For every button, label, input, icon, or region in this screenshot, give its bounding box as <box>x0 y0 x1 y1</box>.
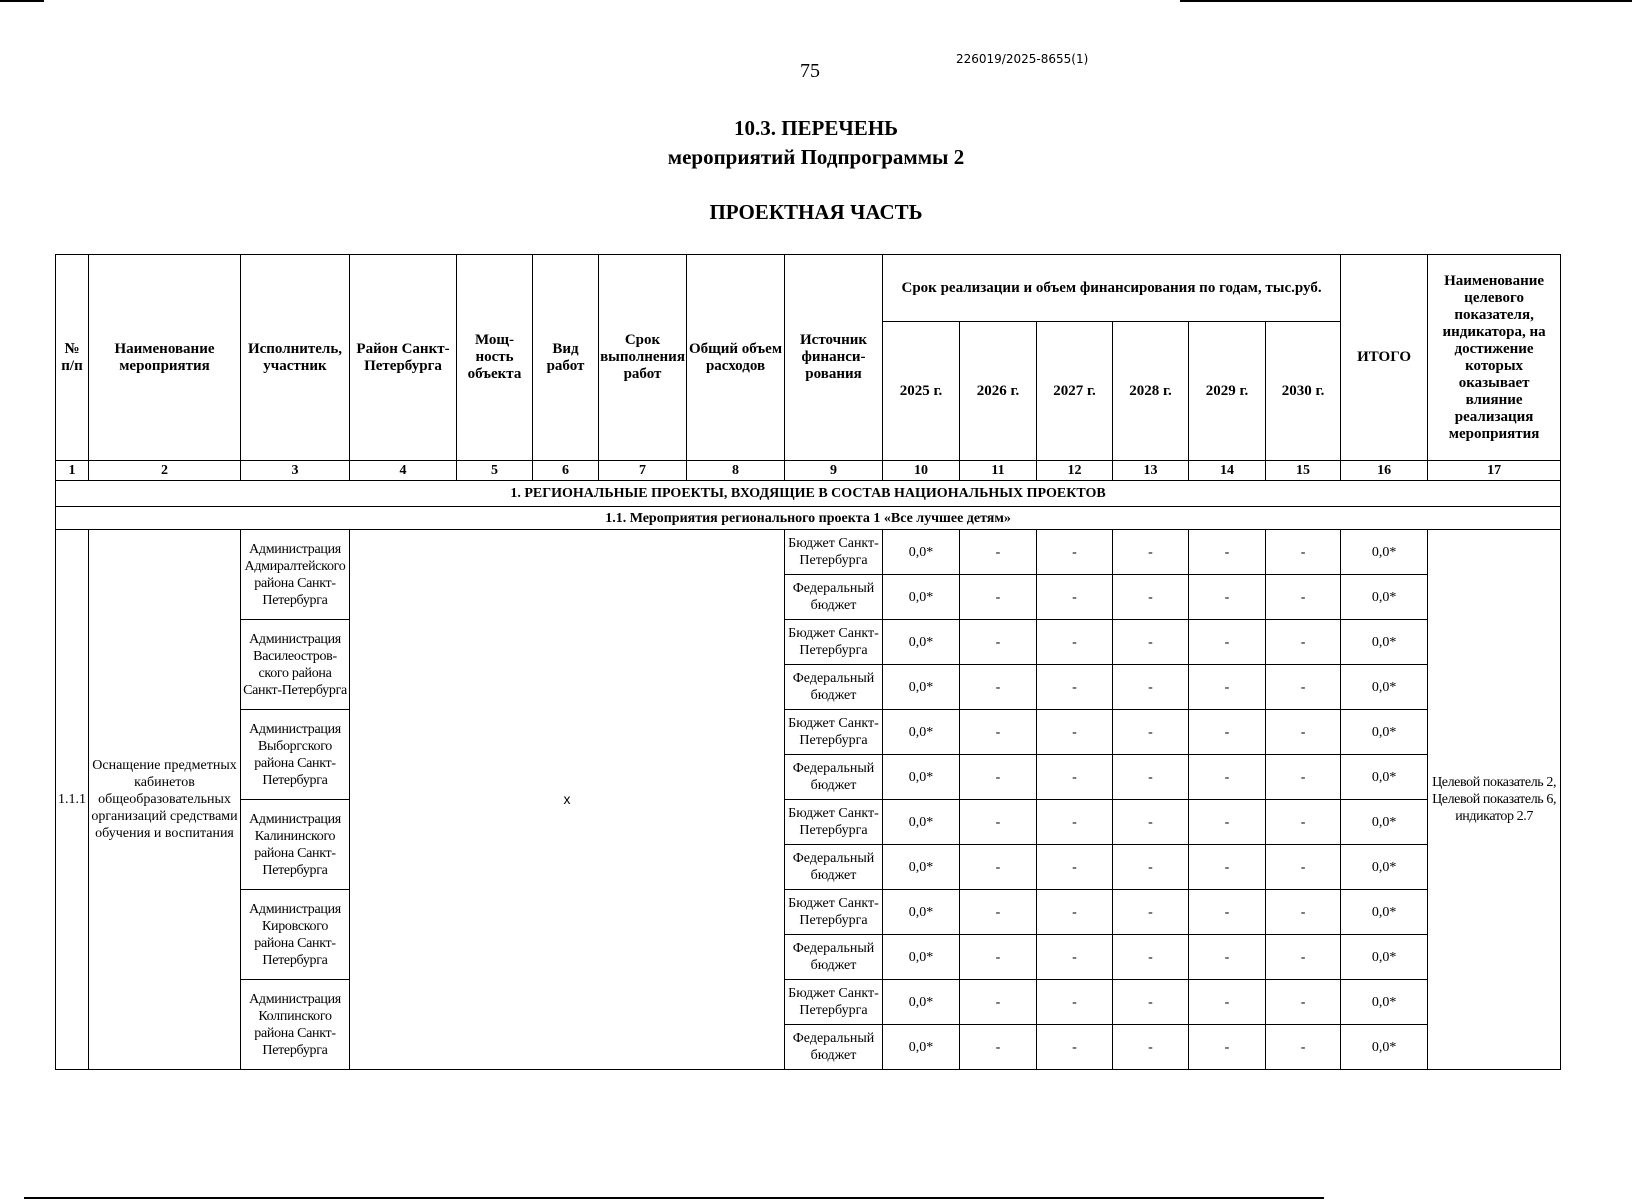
value-total: 0,0* <box>1341 530 1428 575</box>
value-total: 0,0* <box>1341 710 1428 755</box>
value-empty: - <box>960 710 1037 755</box>
col-header-total-cost: Общий объем расходов <box>687 255 785 461</box>
table-row <box>56 620 1561 665</box>
value-total: 0,0* <box>1341 665 1428 710</box>
value-empty: - <box>1037 890 1113 935</box>
subsection-row <box>56 507 1561 530</box>
value-empty: - <box>1266 1025 1341 1070</box>
value-total: 0,0* <box>1341 1025 1428 1070</box>
source-cell: Бюджет Санкт-Петербурга <box>785 800 883 845</box>
value-total: 0,0* <box>1341 935 1428 980</box>
column-number: 15 <box>1266 461 1341 481</box>
value-empty: - <box>1266 980 1341 1025</box>
table-row <box>56 710 1561 755</box>
column-number: 5 <box>457 461 533 481</box>
value-2025: 0,0* <box>883 800 960 845</box>
column-number: 1 <box>56 461 89 481</box>
value-empty: - <box>1189 755 1266 800</box>
top-border-right <box>1180 0 1632 2</box>
value-total: 0,0* <box>1341 800 1428 845</box>
column-number: 3 <box>241 461 350 481</box>
column-number: 4 <box>350 461 457 481</box>
value-empty: - <box>1113 530 1189 575</box>
value-empty: - <box>960 1025 1037 1070</box>
page-number: 75 <box>800 60 820 82</box>
value-empty: - <box>1113 575 1189 620</box>
value-empty: - <box>960 800 1037 845</box>
value-2025: 0,0* <box>883 710 960 755</box>
value-empty: - <box>1113 845 1189 890</box>
value-2025: 0,0* <box>883 845 960 890</box>
source-cell: Федеральный бюджет <box>785 1025 883 1070</box>
value-2025: 0,0* <box>883 980 960 1025</box>
value-empty: - <box>1113 890 1189 935</box>
value-2025: 0,0* <box>883 935 960 980</box>
col-header-year: 2029 г. <box>1189 322 1266 461</box>
document-title: 10.3. ПЕРЕЧЕНЬ <box>733 116 899 140</box>
value-empty: - <box>1266 575 1341 620</box>
value-empty: - <box>960 755 1037 800</box>
table-row <box>56 890 1561 935</box>
table-body <box>56 530 1561 1070</box>
column-number: 2 <box>89 461 241 481</box>
value-empty: - <box>1266 755 1341 800</box>
value-empty: - <box>1037 1025 1113 1070</box>
value-empty: - <box>1266 710 1341 755</box>
value-empty: - <box>1037 845 1113 890</box>
value-empty: - <box>1037 980 1113 1025</box>
header-row <box>56 255 1561 322</box>
col-header-capacity: Мощ-ность объекта <box>457 255 533 461</box>
value-total: 0,0* <box>1341 980 1428 1025</box>
item-number: 1.1.1 <box>56 530 89 1070</box>
source-cell: Федеральный бюджет <box>785 845 883 890</box>
source-cell: Федеральный бюджет <box>785 755 883 800</box>
section-title: 1. РЕГИОНАЛЬНЫЕ ПРОЕКТЫ, ВХОДЯЩИЕ В СОСТАВ НАЦИОНАЛЬНЫХ ПРОЕКТОВ <box>56 481 1561 507</box>
value-empty: - <box>960 530 1037 575</box>
source-cell: Федеральный бюджет <box>785 935 883 980</box>
source-cell: Федеральный бюджет <box>785 665 883 710</box>
column-number: 6 <box>533 461 599 481</box>
executor-cell: Администрация Выборгского района Санкт-Петербурга <box>241 710 350 800</box>
value-empty: - <box>1266 620 1341 665</box>
value-empty: - <box>960 620 1037 665</box>
target-indicator: Целевой показатель 2, Целевой показатель 6, индикатор 2.7 <box>1428 530 1561 1070</box>
executor-cell: Администрация Колпинского района Санкт-Петербурга <box>241 980 350 1070</box>
value-total: 0,0* <box>1341 755 1428 800</box>
value-2025: 0,0* <box>883 1025 960 1070</box>
value-2025: 0,0* <box>883 665 960 710</box>
column-number: 11 <box>960 461 1037 481</box>
value-empty: - <box>1037 530 1113 575</box>
table-row <box>56 980 1561 1025</box>
value-2025: 0,0* <box>883 575 960 620</box>
bottom-border <box>24 1197 1324 1199</box>
value-empty: - <box>1037 665 1113 710</box>
col-header-num: № п/п <box>56 255 89 461</box>
value-2025: 0,0* <box>883 890 960 935</box>
value-empty: - <box>1037 935 1113 980</box>
table-row <box>56 800 1561 845</box>
column-number: 17 <box>1428 461 1561 481</box>
value-empty: - <box>1189 710 1266 755</box>
col-header-year: 2028 г. <box>1113 322 1189 461</box>
value-empty: - <box>1189 575 1266 620</box>
value-empty: - <box>1189 665 1266 710</box>
value-empty: - <box>1189 1025 1266 1070</box>
col-header-district: Район Санкт-Петербурга <box>350 255 457 461</box>
value-empty: - <box>1189 800 1266 845</box>
value-empty: - <box>1037 710 1113 755</box>
col-header-year: 2026 г. <box>960 322 1037 461</box>
col-header-year: 2025 г. <box>883 322 960 461</box>
value-total: 0,0* <box>1341 620 1428 665</box>
col-header-source: Источник финанси-рования <box>785 255 883 461</box>
column-number: 16 <box>1341 461 1428 481</box>
source-cell: Бюджет Санкт-Петербурга <box>785 620 883 665</box>
col-header-work-type: Вид работ <box>533 255 599 461</box>
value-empty: - <box>1189 620 1266 665</box>
value-empty: - <box>960 935 1037 980</box>
document-subtitle: мероприятий Подпрограммы 2 <box>667 145 965 169</box>
value-empty: - <box>1113 800 1189 845</box>
value-empty: - <box>1113 1025 1189 1070</box>
value-empty: - <box>1266 845 1341 890</box>
value-total: 0,0* <box>1341 575 1428 620</box>
source-cell: Федеральный бюджет <box>785 575 883 620</box>
value-empty: - <box>1113 755 1189 800</box>
column-number: 10 <box>883 461 960 481</box>
value-2025: 0,0* <box>883 530 960 575</box>
col-header-target: Наименование целевого показателя, индикатора, на достижение которых оказывает влияние реализация мероприятия <box>1428 255 1561 461</box>
value-total: 0,0* <box>1341 890 1428 935</box>
value-total: 0,0* <box>1341 845 1428 890</box>
value-empty: - <box>1189 530 1266 575</box>
section-heading: ПРОЕКТНАЯ ЧАСТЬ <box>709 200 923 224</box>
executor-cell: Администрация Кировского района Санкт-Петербурга <box>241 890 350 980</box>
column-number: 9 <box>785 461 883 481</box>
executor-cell: Администрация Адмиралтейского района Санкт-Петербурга <box>241 530 350 620</box>
item-name: Оснащение предметных кабинетов общеобразовательных организаций средствами обучения и воспитания <box>89 530 241 1070</box>
value-empty: - <box>1189 890 1266 935</box>
col-header-period-group: Срок реализации и объем финансирования по годам, тыс.руб. <box>883 255 1341 322</box>
value-2025: 0,0* <box>883 620 960 665</box>
source-cell: Бюджет Санкт-Петербурга <box>785 890 883 935</box>
column-number: 13 <box>1113 461 1189 481</box>
value-empty: - <box>1113 710 1189 755</box>
value-empty: - <box>1037 620 1113 665</box>
value-empty: - <box>1266 800 1341 845</box>
value-empty: - <box>1037 800 1113 845</box>
value-empty: - <box>1113 980 1189 1025</box>
value-empty: - <box>960 665 1037 710</box>
activities-table <box>55 254 1561 1070</box>
source-cell: Бюджет Санкт-Петербурга <box>785 980 883 1025</box>
section-row <box>56 481 1561 507</box>
source-cell: Бюджет Санкт-Петербурга <box>785 530 883 575</box>
value-empty: - <box>1113 935 1189 980</box>
col-header-term: Срок выполнения работ <box>599 255 687 461</box>
value-empty: - <box>1266 890 1341 935</box>
value-empty: - <box>960 845 1037 890</box>
column-number: 12 <box>1037 461 1113 481</box>
column-number-row <box>56 461 1561 481</box>
value-empty: - <box>1113 665 1189 710</box>
document-id: 226019/2025-8655(1) <box>956 52 1089 66</box>
value-empty: - <box>1189 845 1266 890</box>
col-header-year: 2027 г. <box>1037 322 1113 461</box>
value-empty: - <box>1266 665 1341 710</box>
source-cell: Бюджет Санкт-Петербурга <box>785 710 883 755</box>
column-number: 8 <box>687 461 785 481</box>
value-2025: 0,0* <box>883 755 960 800</box>
column-number: 14 <box>1189 461 1266 481</box>
subsection-title: 1.1. Мероприятия регионального проекта 1 «Все лучшее детям» <box>56 507 1561 530</box>
col-header-executor: Исполнитель, участник <box>241 255 350 461</box>
value-empty: - <box>960 890 1037 935</box>
executor-cell: Администрация Василеостров-ского района Санкт-Петербурга <box>241 620 350 710</box>
value-empty: - <box>1266 935 1341 980</box>
top-border-left <box>0 0 44 2</box>
value-empty: - <box>1037 755 1113 800</box>
merged-cell-mark: х <box>350 530 785 1070</box>
executor-cell: Администрация Калининского района Санкт-Петербурга <box>241 800 350 890</box>
table-row <box>56 530 1561 575</box>
value-empty: - <box>1266 530 1341 575</box>
value-empty: - <box>960 575 1037 620</box>
value-empty: - <box>1037 575 1113 620</box>
value-empty: - <box>1189 980 1266 1025</box>
col-header-total: ИТОГО <box>1341 255 1428 461</box>
value-empty: - <box>1113 620 1189 665</box>
col-header-name: Наименование мероприятия <box>89 255 241 461</box>
value-empty: - <box>960 980 1037 1025</box>
col-header-year: 2030 г. <box>1266 322 1341 461</box>
column-number: 7 <box>599 461 687 481</box>
value-empty: - <box>1189 935 1266 980</box>
